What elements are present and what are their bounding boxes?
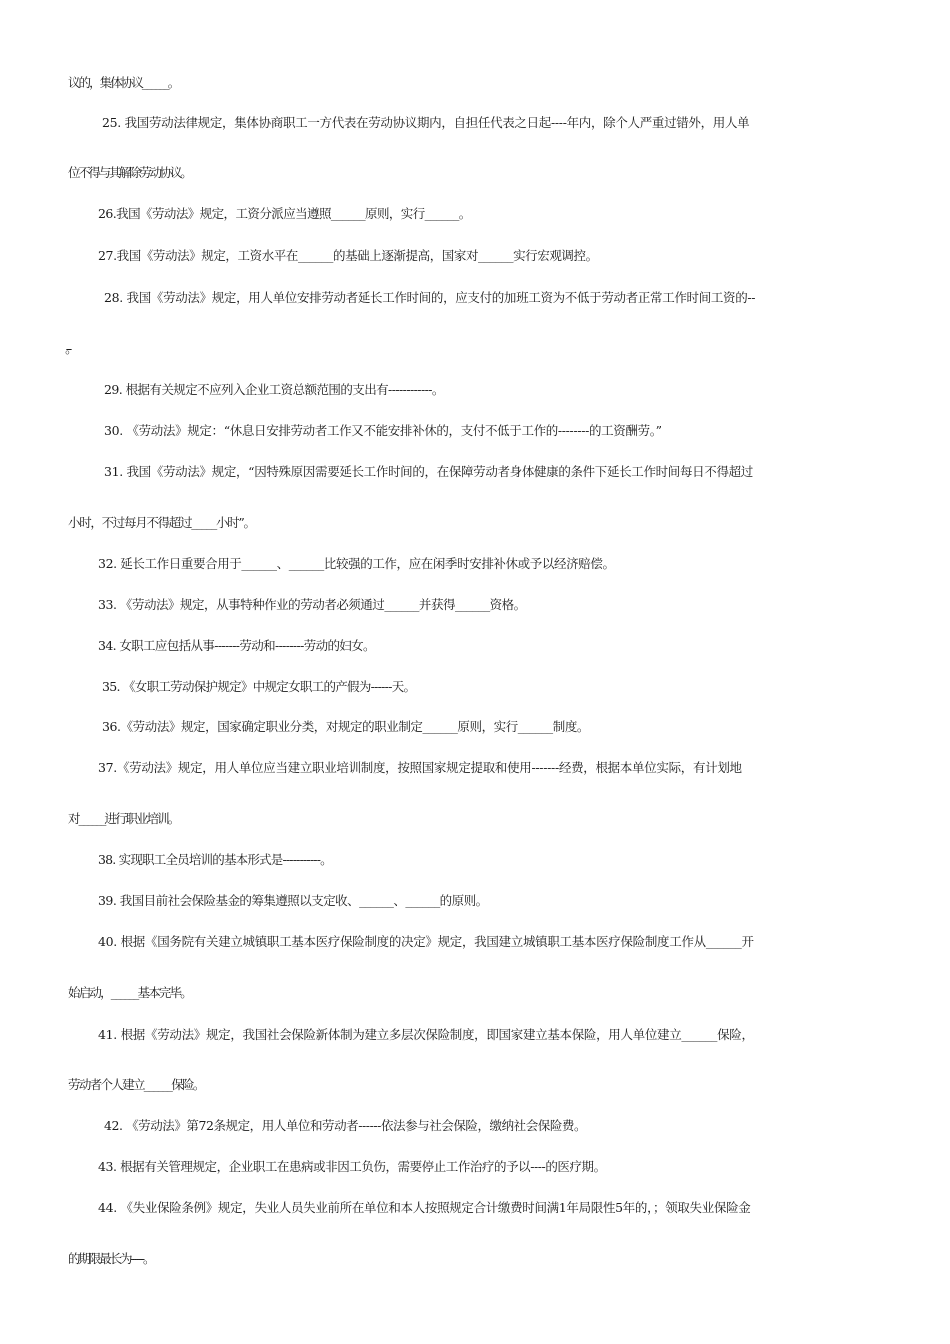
question-33: 33. 《劳动法》规定，从事特种作业的劳动者必须通过______并获得______资格。 xyxy=(98,597,526,612)
question-41-cont: 劳动者个人建立______保险。 xyxy=(68,1077,204,1092)
question-39: 39. 我国目前社会保险基金的筹集遵照以支定收、______、______的原则。 xyxy=(98,893,488,908)
question-34: 34. 女职工应包括从事-------劳动和--------劳动的妇女。 xyxy=(98,638,375,653)
question-26: 26.我国《劳动法》规定，工资分派应当遵照______原则，实行______。 xyxy=(98,206,471,221)
question-35: 35. 《女职工劳动保护规定》中规定女职工的产假为------天。 xyxy=(102,679,416,694)
question-30: 30. 《劳动法》规定：“休息日安排劳动者工作又不能安排补休的，支付不低于工作的--------的工资酬劳。” xyxy=(104,423,662,438)
question-38: 38. 实现职工全员培训的基本形式是-----------。 xyxy=(98,852,332,867)
question-31: 31. 我国《劳动法》规定，“因特殊原因需要延长工作时间的，在保障劳动者身体健康的条件下延长工作时间每日不得超过 xyxy=(104,464,753,479)
question-37-cont: 对______进行职业培训。 xyxy=(68,811,179,826)
question-43: 43. 根据有关管理规定，企业职工在患病或非因工负伤，需要停止工作治疗的予以----的医疗期。 xyxy=(98,1159,606,1174)
question-40: 40. 根据《国务院有关建立城镇职工基本医疗保险制度的决定》规定，我国建立城镇职工基本医疗保险制度工作从______开 xyxy=(98,934,754,949)
question-37: 37.《劳动法》规定，用人单位应当建立职业培训制度，按照国家规定提取和使用-------经费，根据本单位实际，有计划地 xyxy=(98,760,742,775)
question-25: 25. 我国劳动法律规定，集体协商职工一方代表在劳动协议期内，自担任代表之日起----年内，除个人严重过错外，用人单 xyxy=(102,115,750,130)
question-28: 28. 我国《劳动法》规定，用人单位安排劳动者延长工作时间的，应支付的加班工资为不低于劳动者正常工作时间工资的-- xyxy=(104,290,756,305)
question-31-cont: 小时，不过每月不得超过_____小时”。 xyxy=(68,515,255,530)
question-42: 42. 《劳动法》第72条规定，用人单位和劳动者------依法参与社会保险，缴纳社会保险费。 xyxy=(104,1118,587,1133)
question-36: 36.《劳动法》规定，国家确定职业分类，对规定的职业制定______原则，实行______制度。 xyxy=(102,719,589,734)
question-32: 32. 延长工作日重要合用于______、______比较强的工作，应在闲季时安排补休或予以经济赔偿。 xyxy=(98,556,615,571)
question-25-cont: 位不得与其解除劳动协议。 xyxy=(68,165,191,180)
text-line-continuation: 议的，集体协议______。 xyxy=(68,75,179,90)
question-44: 44. 《失业保险条例》规定，失业人员失业前所在单位和本人按照规定合计缴费时间满1年局限性5年的，；领取失业保险金 xyxy=(98,1200,751,1215)
question-29: 29. 根据有关规定不应列入企业工资总额范围的支出有------------。 xyxy=(104,382,444,397)
question-28-cont: -----。 xyxy=(68,341,73,356)
question-27: 27.我国《劳动法》规定，工资水平在______的基础上逐渐提高，国家对______实行宏观调控。 xyxy=(98,248,598,263)
question-40-cont: 始启动，______基本完毕。 xyxy=(68,985,192,1000)
question-41: 41. 根据《劳动法》规定，我国社会保险新体制为建立多层次保险制度，即国家建立基本保险，用人单位建立______保险， xyxy=(98,1027,754,1042)
question-44-cont: 的期限最长为------。 xyxy=(68,1251,154,1266)
